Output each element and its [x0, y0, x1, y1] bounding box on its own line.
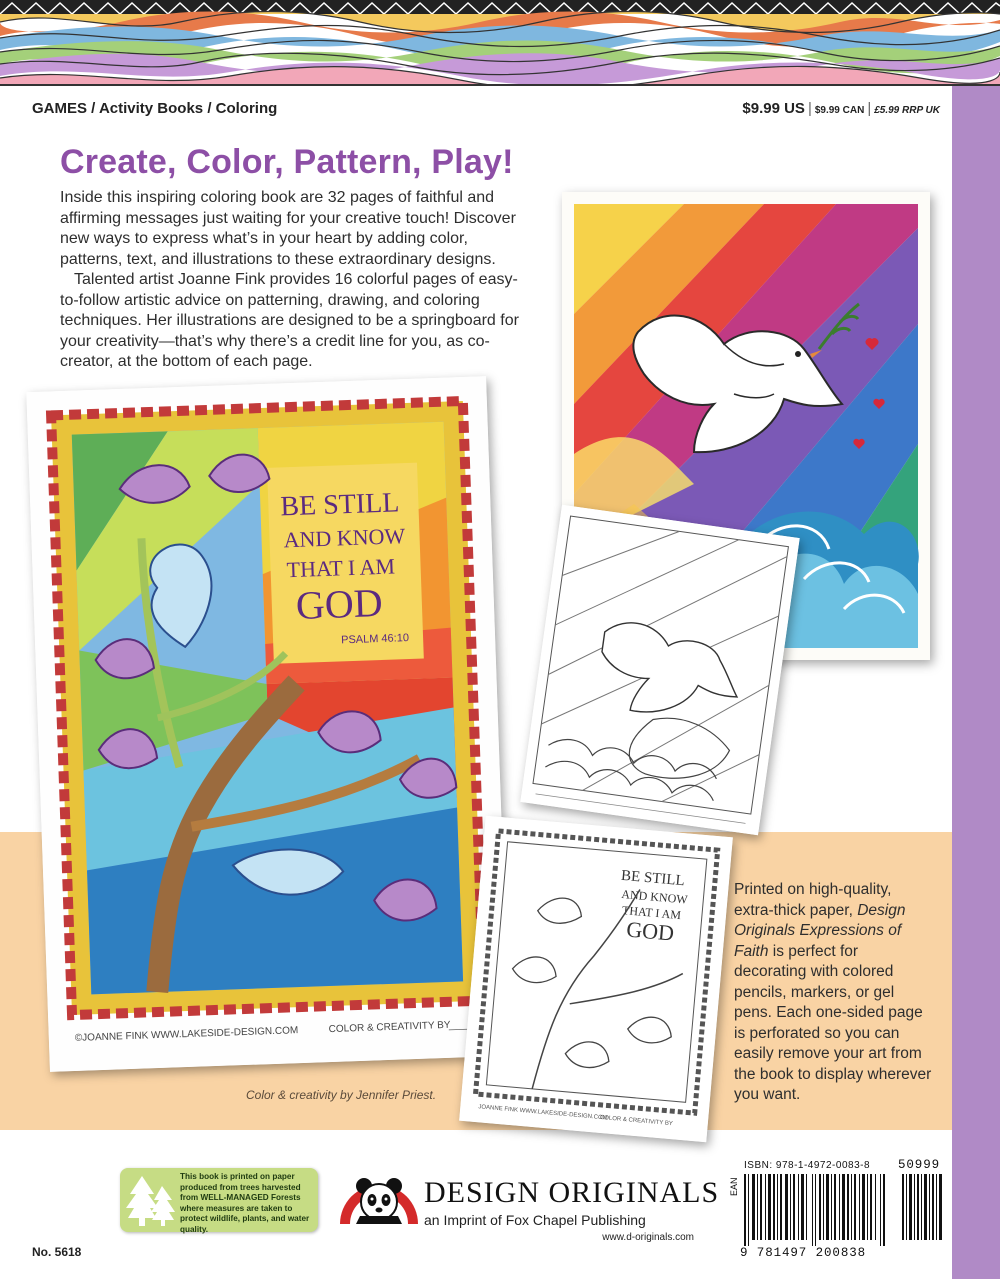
- addon-number: 50999: [898, 1158, 941, 1172]
- artwork-lettering: AND KNOW: [620, 886, 689, 907]
- isbn-number: ISBN: 978-1-4972-0083-8: [744, 1160, 871, 1171]
- item-number: No. 5618: [32, 1245, 82, 1259]
- artwork-lettering: GOD: [625, 916, 676, 946]
- category-label: GAMES / Activity Books / Coloring: [32, 100, 278, 117]
- line-art-dove-page: [520, 505, 799, 835]
- be-still-line-art-page: [459, 816, 733, 1142]
- artwork-lettering: GOD: [295, 579, 384, 628]
- book-title-italic: Design Originals Expressions of Faith: [734, 901, 906, 960]
- intro-paragraph: Talented artist Joanne Fink provides 16 colorful pages of easy-to-follow artistic advice on patterning, drawing, and coloring techniques. Her illustrations are designed to be a springboard for your creativity—that’s why there’s a credit line for you, as co-creator, at the bottom of each page.: [60, 271, 519, 370]
- price-us: $9.99 US: [742, 100, 805, 117]
- brand-url: www.d-originals.com: [602, 1232, 694, 1243]
- purple-side-strip: [952, 86, 1000, 1279]
- ean-label: EAN: [729, 1177, 739, 1196]
- paper-description-text: is perfect for decorating with colored pencils, markers, or gel pens. Each one-sided page is perforated so you can easily remove your art from the book to display wherever you want.: [734, 942, 932, 1103]
- decorative-pattern-band: [0, 0, 1000, 86]
- barcode: [740, 1174, 892, 1246]
- artwork-lettering: AND KNOW: [283, 523, 406, 553]
- tree-icon: [126, 1174, 176, 1226]
- be-still-colored-artwork: [26, 376, 509, 1072]
- intro-paragraph: Inside this inspiring coloring book are 32 pages of faithful and affirming messages just waiting for your creative touch! Discover new ways to express what’s in your heart by adding color, patterns, text, and illustrations to these extraordinary designs.: [60, 189, 516, 268]
- artwork-footer-color-line: COLOR & CREATIVITY BY: [328, 1019, 451, 1036]
- art-caption: Color & creativity by Jennifer Priest.: [246, 1088, 437, 1102]
- intro-text: [60, 188, 530, 373]
- paper-description-text: Printed on high-quality, extra-thick paper,: [734, 881, 892, 919]
- artwork-lettering: THAT I AM: [621, 903, 682, 923]
- artwork-lettering: THAT I AM: [286, 553, 396, 583]
- addon-barcode: [900, 1174, 944, 1240]
- price-can: $9.99 CAN: [814, 105, 865, 116]
- price-line: $9.99 US | $9.99 CAN | £5.99 RRP UK: [742, 100, 940, 117]
- artwork-footer-credit: ©JOANNE FINK WWW.LAKESIDE-DESIGN.COM: [74, 1025, 299, 1044]
- paper-description: [734, 880, 934, 1106]
- artwork-footer-credit: JOANNE FINK WWW.LAKESIDE-DESIGN.COM: [478, 1104, 608, 1122]
- artwork-lettering: BE STILL: [279, 487, 400, 523]
- brand-imprint: an Imprint of Fox Chapel Publishing: [424, 1212, 646, 1228]
- artwork-footer-color-line: COLOR & CREATIVITY BY: [599, 1114, 674, 1128]
- artwork-lettering: PSALM 46:10: [340, 632, 410, 647]
- price-uk: £5.99 RRP UK: [874, 105, 940, 116]
- panda-logo-icon: [338, 1158, 420, 1228]
- headline: Create, Color, Pattern, Play!: [60, 143, 514, 181]
- artwork-lettering: BE STILL: [620, 867, 686, 890]
- eco-note: This book is printed on paper produced from trees harvested from WELL-MANAGED Forests where measures are taken to protect wildlife, plants, and water quality.: [180, 1172, 310, 1234]
- eco-forest-badge: [120, 1168, 318, 1232]
- barcode-number: 9 781497 200838: [740, 1246, 867, 1260]
- brand-name: DESIGN ORIGINALS: [424, 1176, 720, 1209]
